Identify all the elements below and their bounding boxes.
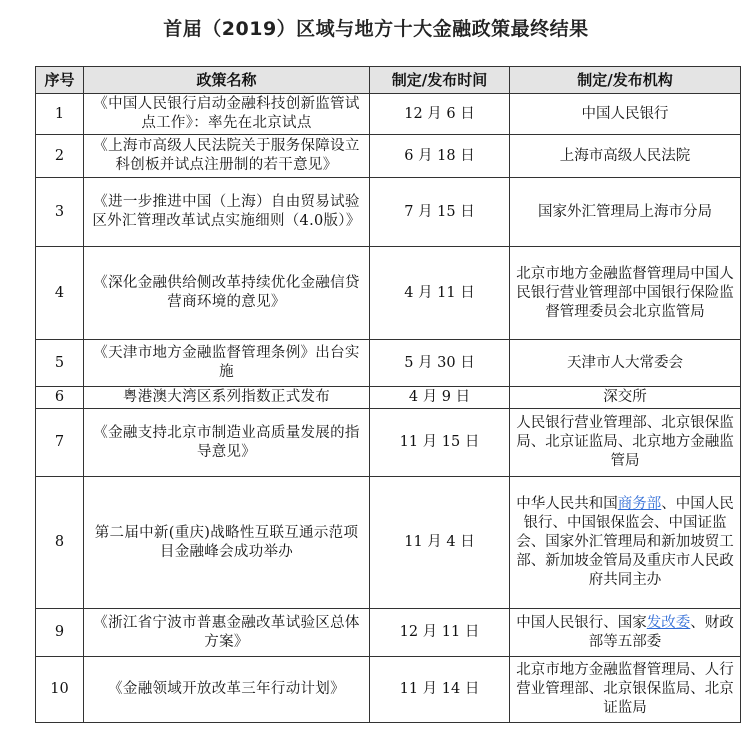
- header-number: 序号: [36, 67, 84, 94]
- row-number: 5: [36, 340, 84, 387]
- table-row: [36, 247, 741, 340]
- row-number: 2: [36, 135, 84, 178]
- ndrc-link[interactable]: 发改委: [646, 614, 691, 631]
- policy-date: 12 月 11 日: [370, 609, 510, 657]
- ministry-of-commerce-link[interactable]: 商务部: [617, 496, 662, 512]
- policy-date: 6 月 18 日: [370, 135, 510, 178]
- policy-agency: 北京市地方金融监督管理局、人行营业管理部、北京银保监局、北京证监局: [510, 657, 741, 723]
- agency-text: 、财政部等五部委: [588, 614, 734, 650]
- agency-text: 中华人民共和国: [516, 496, 618, 512]
- policy-name: 《进一步推进中国（上海）自由贸易试验区外汇管理改革试点实施细则（4.0版）》: [84, 178, 370, 247]
- row-number: 4: [36, 247, 84, 340]
- policy-date: 11 月 14 日: [370, 657, 510, 723]
- policy-name: 《中国人民银行启动金融科技创新监管试点工作》：率先在北京试点: [84, 94, 370, 135]
- policy-agency: 人民银行营业管理部、北京银保监局、北京证监局、北京地方金融监管局: [510, 409, 741, 477]
- policy-agency: 北京市地方金融监督管理局中国人民银行营业管理部中国银行保险监督管理委员会北京监管局: [510, 247, 741, 340]
- table-row: [36, 135, 741, 178]
- policy-date: 7 月 15 日: [370, 178, 510, 247]
- policy-agency: [510, 477, 741, 609]
- agency-text: 、中国人民银行、中国银保监会、中国证监会、国家外汇管理局和新加坡贸工部、新加坡金管局及重庆市人民政府共同主办: [516, 496, 734, 588]
- policy-name: 《深化金融供给侧改革持续优化金融信贷营商环境的意见》: [84, 247, 370, 340]
- policy-name: 《上海市高级人民法院关于服务保障设立科创板并试点注册制的若干意见》: [84, 135, 370, 178]
- table-row: [36, 477, 741, 609]
- header-date: 制定/发布时间: [370, 67, 510, 94]
- row-number: 10: [36, 657, 84, 723]
- header-policy-name: 政策名称: [84, 67, 370, 94]
- policy-name: 第二届中新(重庆)战略性互联互通示范项目金融峰会成功举办: [84, 477, 370, 609]
- policy-agency: 深交所: [510, 387, 741, 409]
- table-row: [36, 178, 741, 247]
- table-row: [36, 609, 741, 657]
- row-number: 8: [36, 477, 84, 609]
- policy-agency: 上海市高级人民法院: [510, 135, 741, 178]
- header-agency: 制定/发布机构: [510, 67, 741, 94]
- policy-date: 4 月 11 日: [370, 247, 510, 340]
- policy-date: 4 月 9 日: [370, 387, 510, 409]
- policy-date: 5 月 30 日: [370, 340, 510, 387]
- page-title: 首届（2019）区域与地方十大金融政策最终结果: [163, 18, 589, 40]
- policy-agency: [510, 609, 741, 657]
- row-number: 7: [36, 409, 84, 477]
- policy-name: 《金融支持北京市制造业高质量发展的指导意见》: [84, 409, 370, 477]
- table-row: [36, 409, 741, 477]
- policy-agency: 天津市人大常委会: [510, 340, 741, 387]
- policy-name: 《浙江省宁波市普惠金融改革试验区总体方案》: [84, 609, 370, 657]
- policy-date: 12 月 6 日: [370, 94, 510, 135]
- policy-date: 11 月 4 日: [370, 477, 510, 609]
- table-row: [36, 387, 741, 409]
- table-row: [36, 657, 741, 723]
- agency-text: 中国人民银行、国家: [516, 614, 647, 631]
- policy-agency: 中国人民银行: [510, 94, 741, 135]
- policy-name: 《金融领域开放改革三年行动计划》: [84, 657, 370, 723]
- table-row: [36, 340, 741, 387]
- row-number: 3: [36, 178, 84, 247]
- policy-table: [35, 66, 741, 723]
- table-row: [36, 94, 741, 135]
- row-number: 1: [36, 94, 84, 135]
- table-header-row: [36, 67, 741, 94]
- row-number: 6: [36, 387, 84, 409]
- policy-name: 《天津市地方金融监督管理条例》出台实施: [84, 340, 370, 387]
- policy-date: 11 月 15 日: [370, 409, 510, 477]
- policy-name: 粤港澳大湾区系列指数正式发布: [84, 387, 370, 409]
- policy-agency: 国家外汇管理局上海市分局: [510, 178, 741, 247]
- row-number: 9: [36, 609, 84, 657]
